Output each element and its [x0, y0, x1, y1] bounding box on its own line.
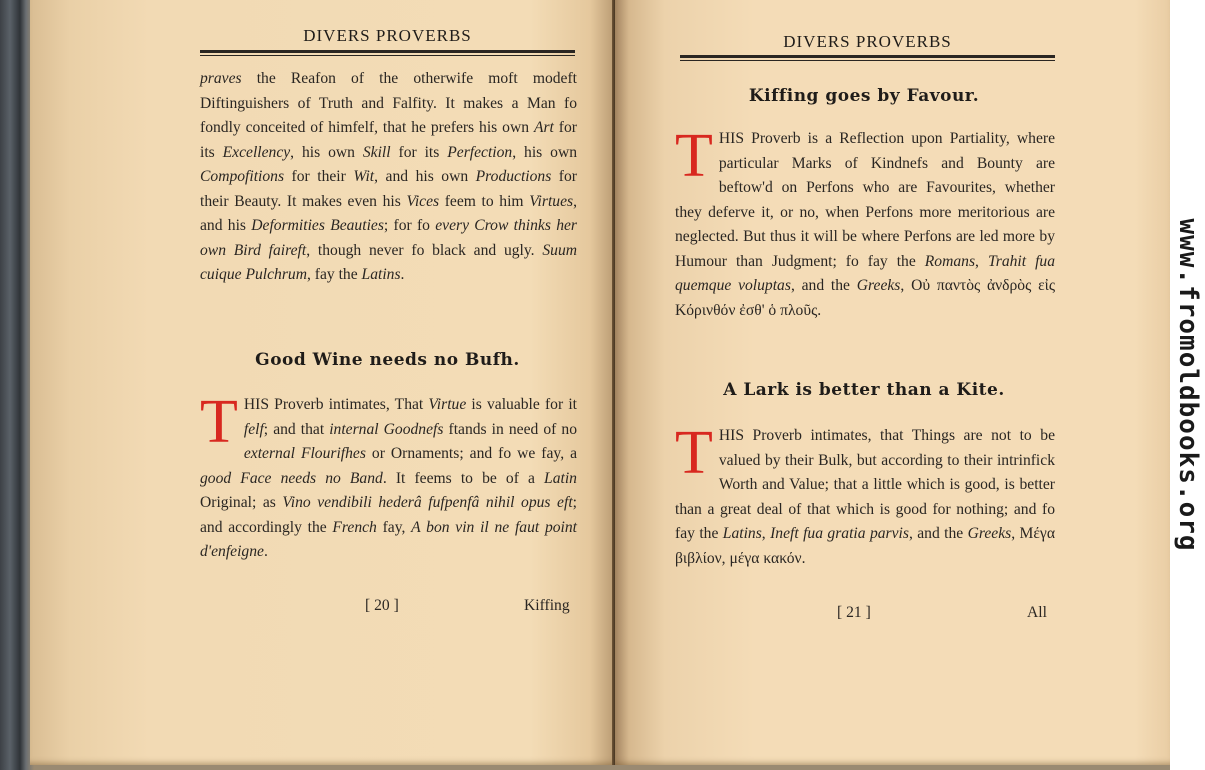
right-proverb-text-2 [675, 419, 1055, 571]
right-running-head: DIVERS PROVERBS [783, 32, 952, 51]
left-running-head: DIVERS PROVERBS [303, 26, 472, 45]
right-drop-cap-2: T [675, 419, 713, 487]
left-continuation-text [200, 67, 577, 288]
right-page [615, 0, 1170, 765]
right-proverb-heading-2: A Lark is better than a Kite. [723, 380, 1005, 400]
left-proverb-text [200, 388, 578, 565]
left-page-number: [ 20 ] [365, 597, 399, 614]
left-head-rule-thick [200, 50, 575, 53]
left-catchword: Kiffing [524, 597, 570, 614]
right-page-number: [ 21 ] [837, 604, 871, 621]
right-head-rule-thick [680, 55, 1055, 58]
left-drop-cap: T [200, 388, 238, 456]
right-proverb-body-2: HIS Proverb intimates, that Things are not to be valued by their Bulk, but according to their intrinfick Worth and Value; that a little which is good, is better than a great deal of that which is good for nothing; and fo fay the Latins, Ineft fua gratia parvis, and the Greeks, Μέγα βιβλίον, μέγα κακόν. [675, 427, 1055, 567]
left-proverb-heading: Good Wine needs no Bufh. [255, 350, 520, 370]
watermark-text: www.fromoldbooks.org [1172, 218, 1203, 552]
right-proverb-heading-1: Kiffing goes by Favour. [748, 86, 980, 106]
continuation-paragraph: praves the Reafon of the otherwife moft modeft Diftinguishers of Truth and Falfity. It makes a Man fo fondly conceited of himfelf, that he prefers his own Art for its Excellency, his own Skill for its Perfection, his own Compofitions for their Wit, and his own Productions for their Beauty. It makes even his Vices feem to him Virtues, and his Deformities Beauties; for fo every Crow thinks her own Bird faireft, though never fo black and ugly. Suum cuique Pulchrum, fay the Latins. [200, 70, 577, 283]
right-catchword: All [1027, 604, 1047, 621]
left-head-rule-thin [200, 55, 575, 56]
right-drop-cap-1: T [675, 122, 713, 190]
website-watermark [1170, 0, 1205, 770]
right-proverb-text-1 [675, 122, 1056, 323]
right-proverb-body-1: HIS Proverb is a Reflection upon Partiality, where particular Marks of Kindnefs and Bounty are beftow'd on Perfons who are Favourites, whether they deferve it, or no, when Perfons more meritorious are neglected. But thus it will be where Perfons are led more by Humour than Judgment; fo fay the Romans, Trahit fua quemque voluptas, and the Greeks, Οὐ παντὸς ἀνδρὸς εἰς Κόρινθόν ἐσθ' ὁ πλοῦς. [675, 130, 1056, 319]
left-proverb-body: HIS Proverb intimates, That Virtue is valuable for it felf; and that internal Goodnefs ftands in need of no external Flourifhes or Ornaments; and fo we fay, a good Face needs no Band. It feems to be of a Latin Original; as Vino vendibili hederâ fufpenfâ nihil opus eft; and accordingly the French fay, A bon vin il ne faut point d'enfeigne. [200, 396, 578, 560]
right-head-rule-thin [680, 60, 1055, 61]
left-page [30, 0, 615, 765]
